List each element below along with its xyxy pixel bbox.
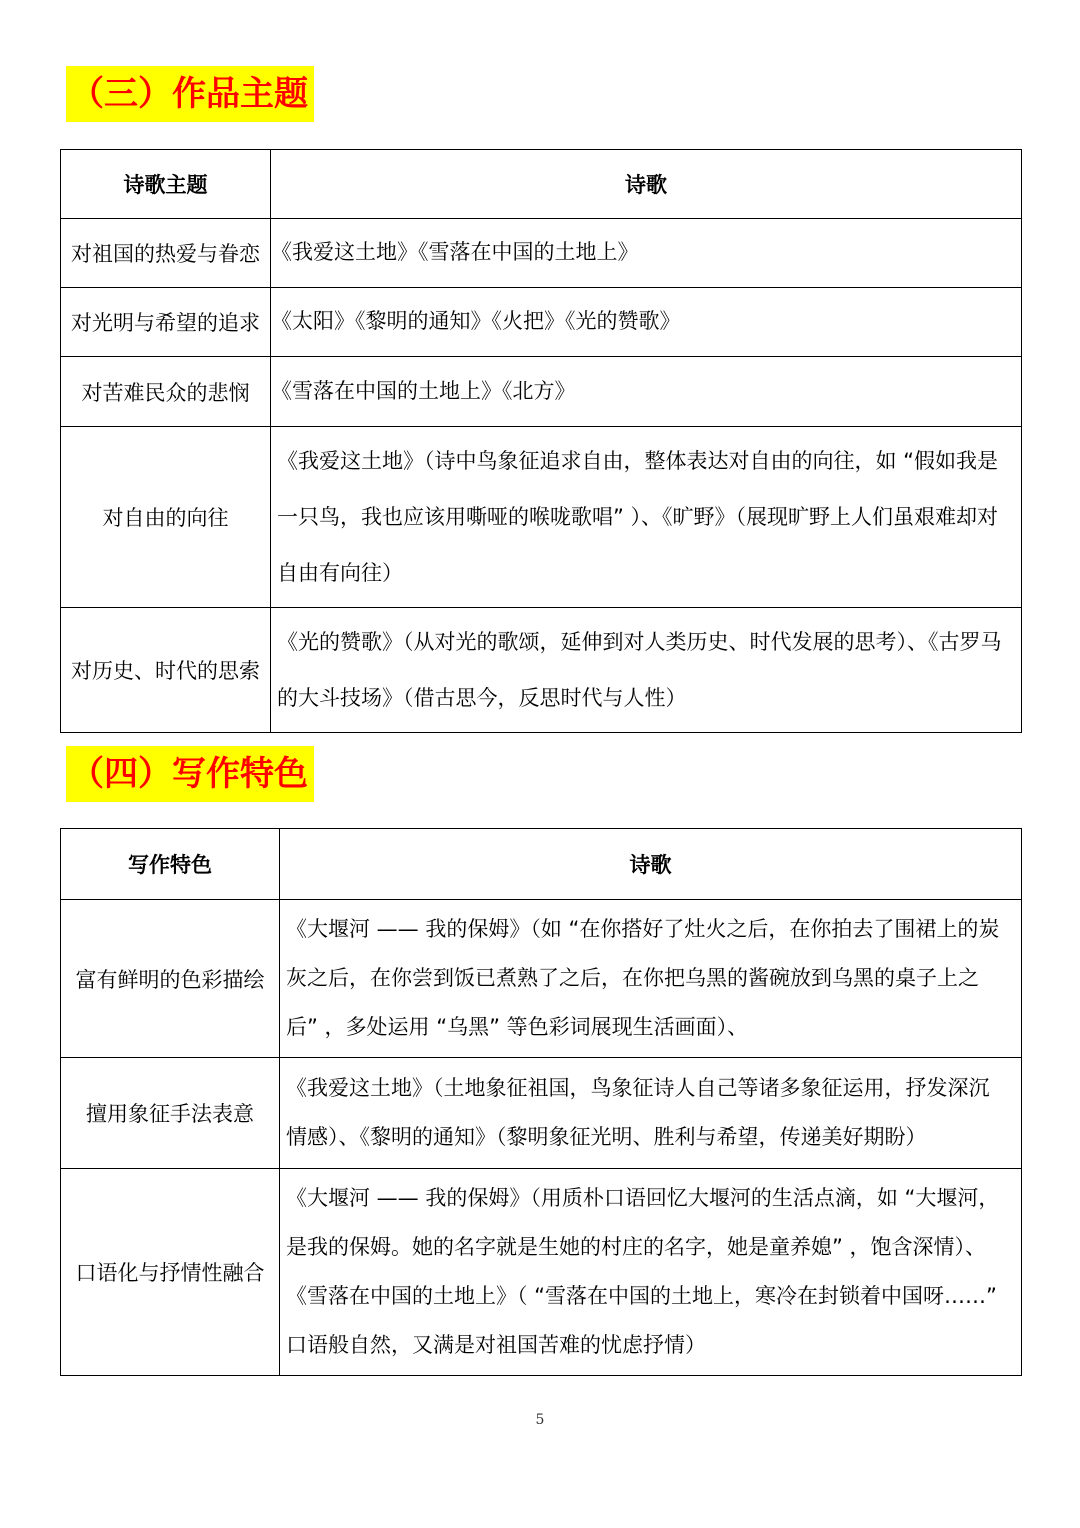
page-number: 5 [535, 1412, 545, 1428]
poems-cell: 《我爱这土地》（诗中鸟象征追求自由，整体表达对自由的向往，如 “假如我是一只鸟，我也应该用嘶哑的喉咙歌唱” ）、《旷野》（展现旷野上人们虽艰难却对自由有向往） [271, 427, 1022, 608]
poems-cell: 《大堰河 —— 我的保姆》（如 “在你搭好了灶火之后，在你拍去了围裙上的炭灰之后，在你尝到饭已煮熟了之后，在你把乌黑的酱碗放到乌黑的桌子上之后” ，多处运用 “乌黑” 等色彩词展现生活画面）、 [280, 900, 1022, 1058]
writing-features-table [60, 828, 1022, 1376]
column-header-poems: 诗歌 [271, 150, 1022, 219]
table-row [61, 219, 1022, 288]
table-header-row [61, 150, 1022, 219]
column-header-feature: 写作特色 [61, 829, 280, 900]
feature-cell: 口语化与抒情性融合 [61, 1169, 280, 1376]
themes-table [60, 149, 1022, 733]
feature-cell: 富有鲜明的色彩描绘 [61, 900, 280, 1058]
table-row [61, 900, 1022, 1058]
poems-cell: 《我爱这土地》《雪落在中国的土地上》 [271, 219, 1022, 288]
feature-cell: 擅用象征手法表意 [61, 1058, 280, 1169]
section-heading-themes: （三）作品主题 [66, 66, 314, 122]
table-row [61, 288, 1022, 357]
poems-cell: 《光的赞歌》（从对光的歌颂，延伸到对人类历史、时代发展的思考）、《古罗马的大斗技场》（借古思今，反思时代与人性） [271, 608, 1022, 733]
theme-cell: 对苦难民众的悲悯 [61, 357, 271, 427]
table-row [61, 608, 1022, 733]
table-row [61, 1058, 1022, 1169]
section-heading-writing-features: （四）写作特色 [66, 746, 314, 802]
poems-cell: 《太阳》《黎明的通知》《火把》《光的赞歌》 [271, 288, 1022, 357]
poems-cell: 《大堰河 —— 我的保姆》（用质朴口语回忆大堰河的生活点滴，如 “大堰河，是我的保姆。她的名字就是生她的村庄的名字，她是童养媳” ，饱含深情）、《雪落在中国的土地上》（ “雪落在中国的土地上，寒冷在封锁着中国呀……” 口语般自然，又满是对祖国苦难的忧虑抒情） [280, 1169, 1022, 1376]
theme-cell: 对祖国的热爱与眷恋 [61, 219, 271, 288]
column-header-poems: 诗歌 [280, 829, 1022, 900]
table-header-row [61, 829, 1022, 900]
theme-cell: 对自由的向往 [61, 427, 271, 608]
theme-cell: 对历史、时代的思索 [61, 608, 271, 733]
table-row [61, 427, 1022, 608]
table-row [61, 357, 1022, 427]
column-header-theme: 诗歌主题 [61, 150, 271, 219]
poems-cell: 《我爱这土地》（土地象征祖国，鸟象征诗人自己等诸多象征运用，抒发深沉情感）、《黎明的通知》（黎明象征光明、胜利与希望，传递美好期盼） [280, 1058, 1022, 1169]
poems-cell: 《雪落在中国的土地上》《北方》 [271, 357, 1022, 427]
table-row [61, 1169, 1022, 1376]
theme-cell: 对光明与希望的追求 [61, 288, 271, 357]
